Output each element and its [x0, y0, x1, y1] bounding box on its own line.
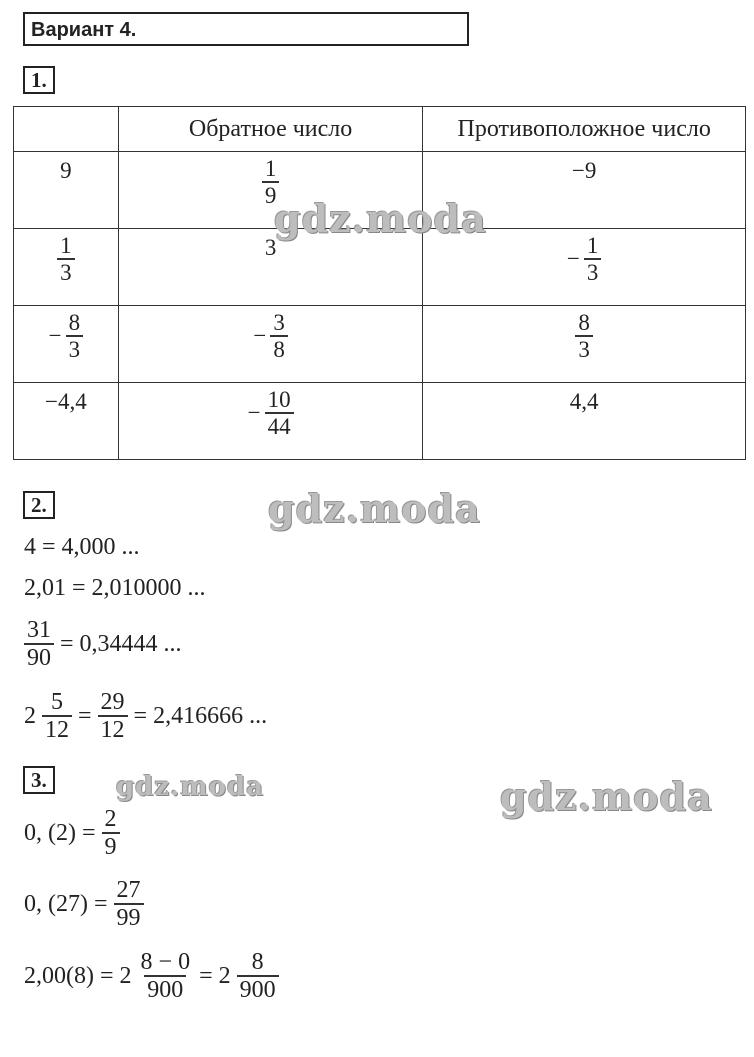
number-cell: −4,4 [45, 389, 87, 414]
table-row: $\frac{1}{3}$ 3 − $\frac{1}{3}$ [14, 229, 746, 306]
number-cell: 9 [60, 158, 72, 183]
equation-line: 2,01 = 2,010000 ... [24, 575, 206, 601]
inverse-cell: 3 [264, 235, 277, 260]
table-header-row [14, 107, 746, 152]
variant-title: Вариант 4. [23, 12, 469, 46]
opposite-cell: −9 [571, 158, 597, 183]
watermark: gdz.moda [116, 772, 265, 802]
header-cell-inverse: Обратное число [118, 107, 422, 152]
equation-line: 4 = 4,000 ... [24, 534, 140, 560]
opposite-fraction: $\frac{1}{3}$ [584, 233, 602, 286]
table-row: −4,4 − $\frac{10}{44}$ 4,4 [14, 383, 746, 460]
inverse-fraction: $\frac{3}{8}$ [270, 310, 288, 363]
number-fraction: $\frac{8}{3}$ [66, 310, 84, 363]
header-cell-opposite: Противоположное число [423, 107, 746, 152]
watermark: gdz.moda [268, 486, 481, 531]
equation-line: 0, (27) = $\frac{27}{99}$ [24, 877, 144, 932]
equation-line: $\frac{31}{90}$ = 0,34444 ... [24, 617, 182, 672]
header-cell-empty [14, 107, 119, 152]
inverse-fraction: $\frac{10}{44}$ [265, 387, 294, 440]
equation-line: 2,00(8) = 2 $\frac{8 - 0}{900}$ = 2 $\frac{8}{900}$ [24, 949, 279, 1004]
opposite-fraction: $\frac{8}{3}$ [575, 310, 593, 363]
table-row: − $\frac{8}{3}$ − $\frac{3}{8}$ $\frac{8}{3}$ [14, 306, 746, 383]
task-1-label: 1. [23, 66, 55, 94]
opposite-cell: 4,4 [569, 389, 599, 414]
task-3-label: 3. [23, 766, 55, 794]
numbers-table [13, 106, 746, 460]
equation-line: 2 $\frac{5}{12}$ = $\frac{29}{12}$ = 2,416666 ... [24, 689, 268, 744]
watermark: gdz.moda [500, 774, 713, 819]
equation-line: 0, (2) = $\frac{2}{9}$ [24, 806, 120, 861]
inverse-fraction: $\frac{1}{9}$ [262, 156, 280, 209]
watermark: gdz.moda [274, 196, 487, 241]
number-fraction: $\frac{1}{3}$ [57, 233, 75, 286]
task-2-label: 2. [23, 491, 55, 519]
